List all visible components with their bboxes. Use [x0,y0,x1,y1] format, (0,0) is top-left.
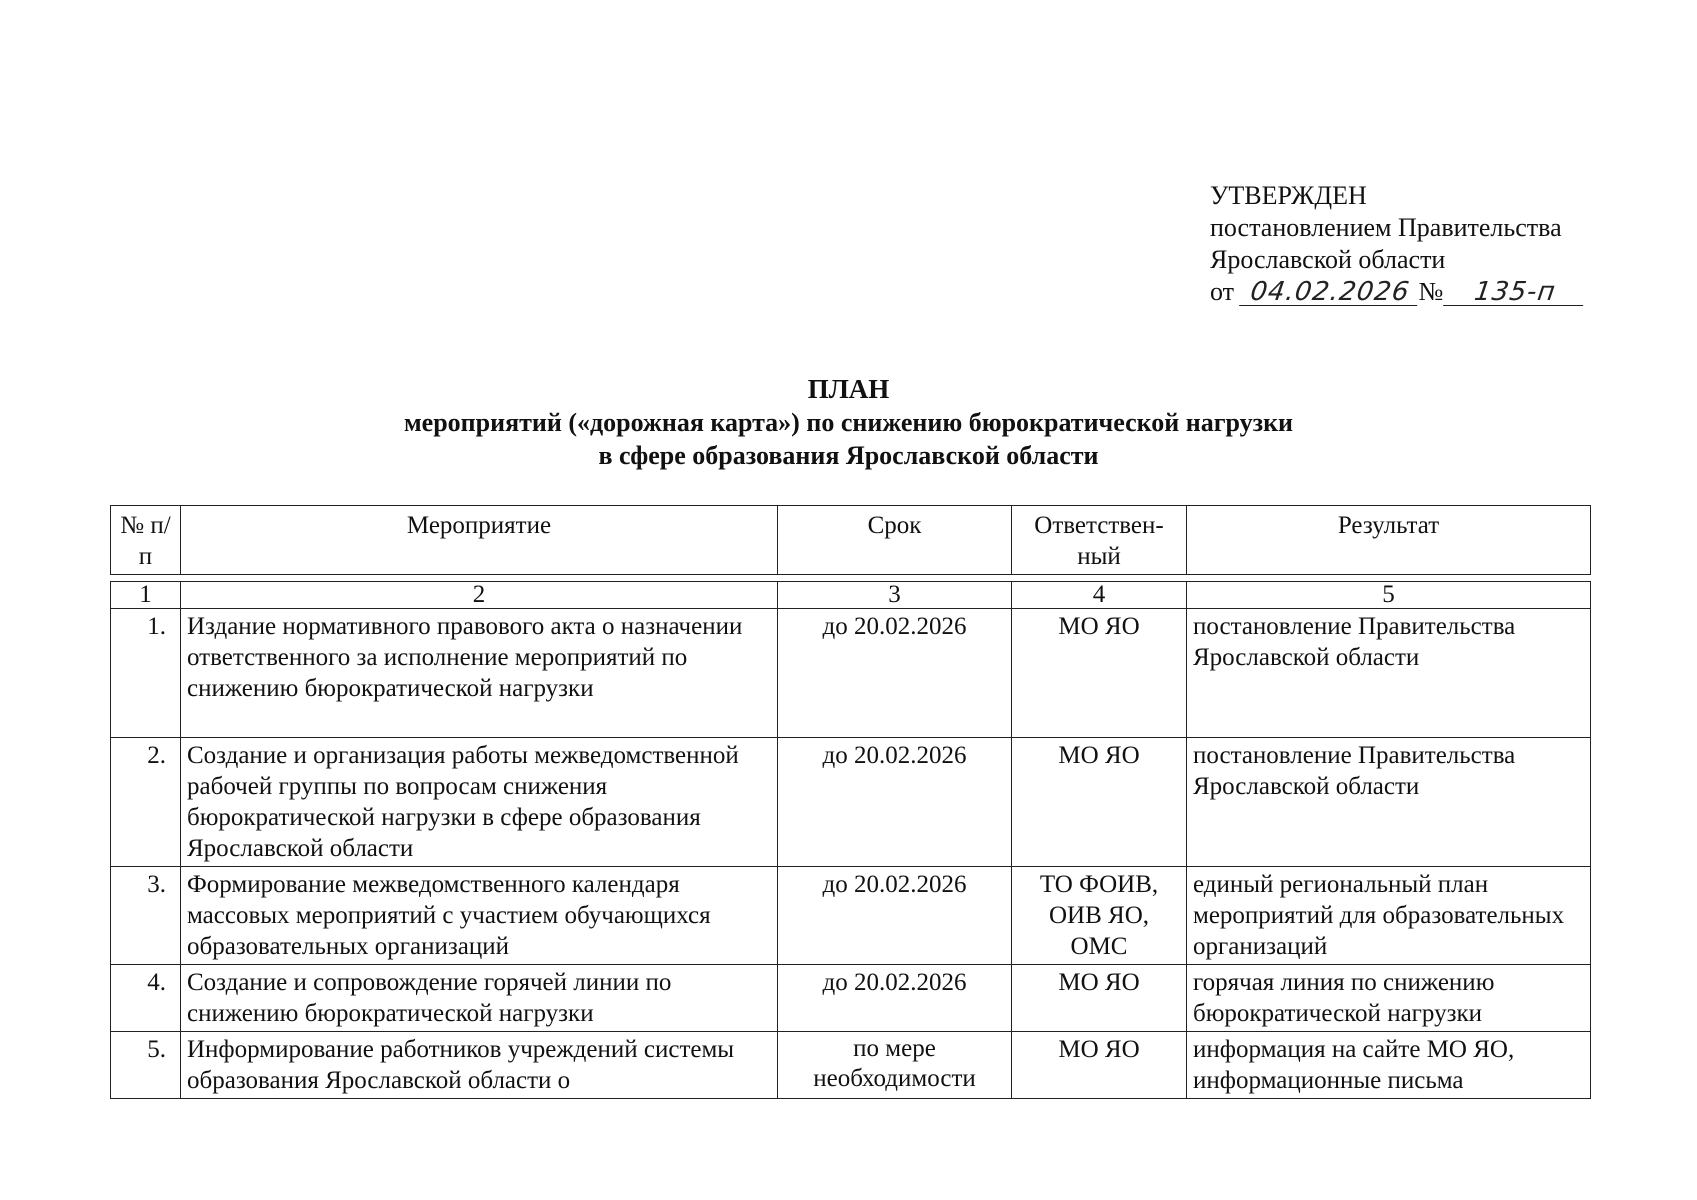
document-title: ПЛАН [807,374,890,404]
column-number: 3 [778,582,1012,609]
row-result: постановление Правительства Ярославской области [1187,609,1591,738]
header-result: Результат [1187,506,1591,575]
row-deadline: до 20.02.2026 [778,867,1012,965]
row-num: 5. [111,1032,181,1099]
plan-table [110,505,1591,1099]
approval-line-1: постановлением Правительства [1210,213,1562,242]
header-deadline: Срок [778,506,1012,575]
row-event: Создание и сопровождение горячей линии по снижению бюрократической нагрузки [181,965,778,1032]
row-event: Формирование межведомственного календаря массовых мероприятий с участием обучающихся образовательных организаций [181,867,778,965]
column-number: 1 [111,582,181,609]
row-num: 1. [111,609,181,738]
row-responsible: МО ЯО [1012,609,1187,738]
column-number: 4 [1012,582,1187,609]
header-event: Мероприятие [181,506,778,575]
approval-line-2: Ярославской области [1210,245,1446,274]
column-number: 5 [1187,582,1591,609]
row-responsible: МО ЯО [1012,1032,1187,1099]
row-num: 4. [111,965,181,1032]
header-num: № п/п [111,506,181,575]
row-result: информация на сайте МО ЯО, информационные письма [1187,1032,1591,1099]
header-responsible: Ответствен-ный [1012,506,1187,575]
column-number: 2 [181,582,778,609]
approval-block [1210,180,1650,308]
table-row [111,1032,1591,1099]
approval-number-label: № [1418,277,1444,306]
row-event: Создание и организация работы межведомственной рабочей группы по вопросам снижения бюрократической нагрузки в сфере образования Ярославской области [181,738,778,867]
table-row [111,609,1591,738]
approval-number-handwritten: 135-п [1443,279,1587,306]
table-gap [111,575,1591,582]
table-row [111,965,1591,1032]
approval-date-line [1210,276,1650,308]
row-event: Информирование работников учреждений системы образования Ярославской области о [181,1032,778,1099]
row-responsible: МО ЯО [1012,738,1187,867]
row-deadline: до 20.02.2026 [778,738,1012,867]
document-subtitle-2: в сфере образования Ярославской области [598,441,1099,470]
document-subtitle-1: мероприятий («дорожная карта») по снижению бюрократической нагрузки [403,408,1294,437]
row-deadline: до 20.02.2026 [778,965,1012,1032]
row-deadline: по мере необходимости [778,1032,1012,1099]
row-result: единый региональный план мероприятий для образовательных организаций [1187,867,1591,965]
row-result: постановление Правительства Ярославской области [1187,738,1591,867]
row-num: 2. [111,738,181,867]
row-event: Издание нормативного правового акта о назначении ответственного за исполнение мероприятий по снижению бюрократической нагрузки [181,609,778,738]
table-row [111,867,1591,965]
column-number-row [111,582,1591,609]
approval-title: УТВЕРЖДЕН [1210,181,1367,210]
approval-date-handwritten: 04.02.2026 [1239,279,1421,306]
document-heading [0,373,1697,472]
row-deadline: до 20.02.2026 [778,609,1012,738]
table-header-row [111,506,1591,575]
table-row [111,738,1591,867]
approval-from-label: от [1210,277,1235,306]
row-num: 3. [111,867,181,965]
row-result: горячая линия по снижению бюрократической нагрузки [1187,965,1591,1032]
row-responsible: МО ЯО [1012,965,1187,1032]
row-responsible: ТО ФОИВ, ОИВ ЯО, ОМС [1012,867,1187,965]
